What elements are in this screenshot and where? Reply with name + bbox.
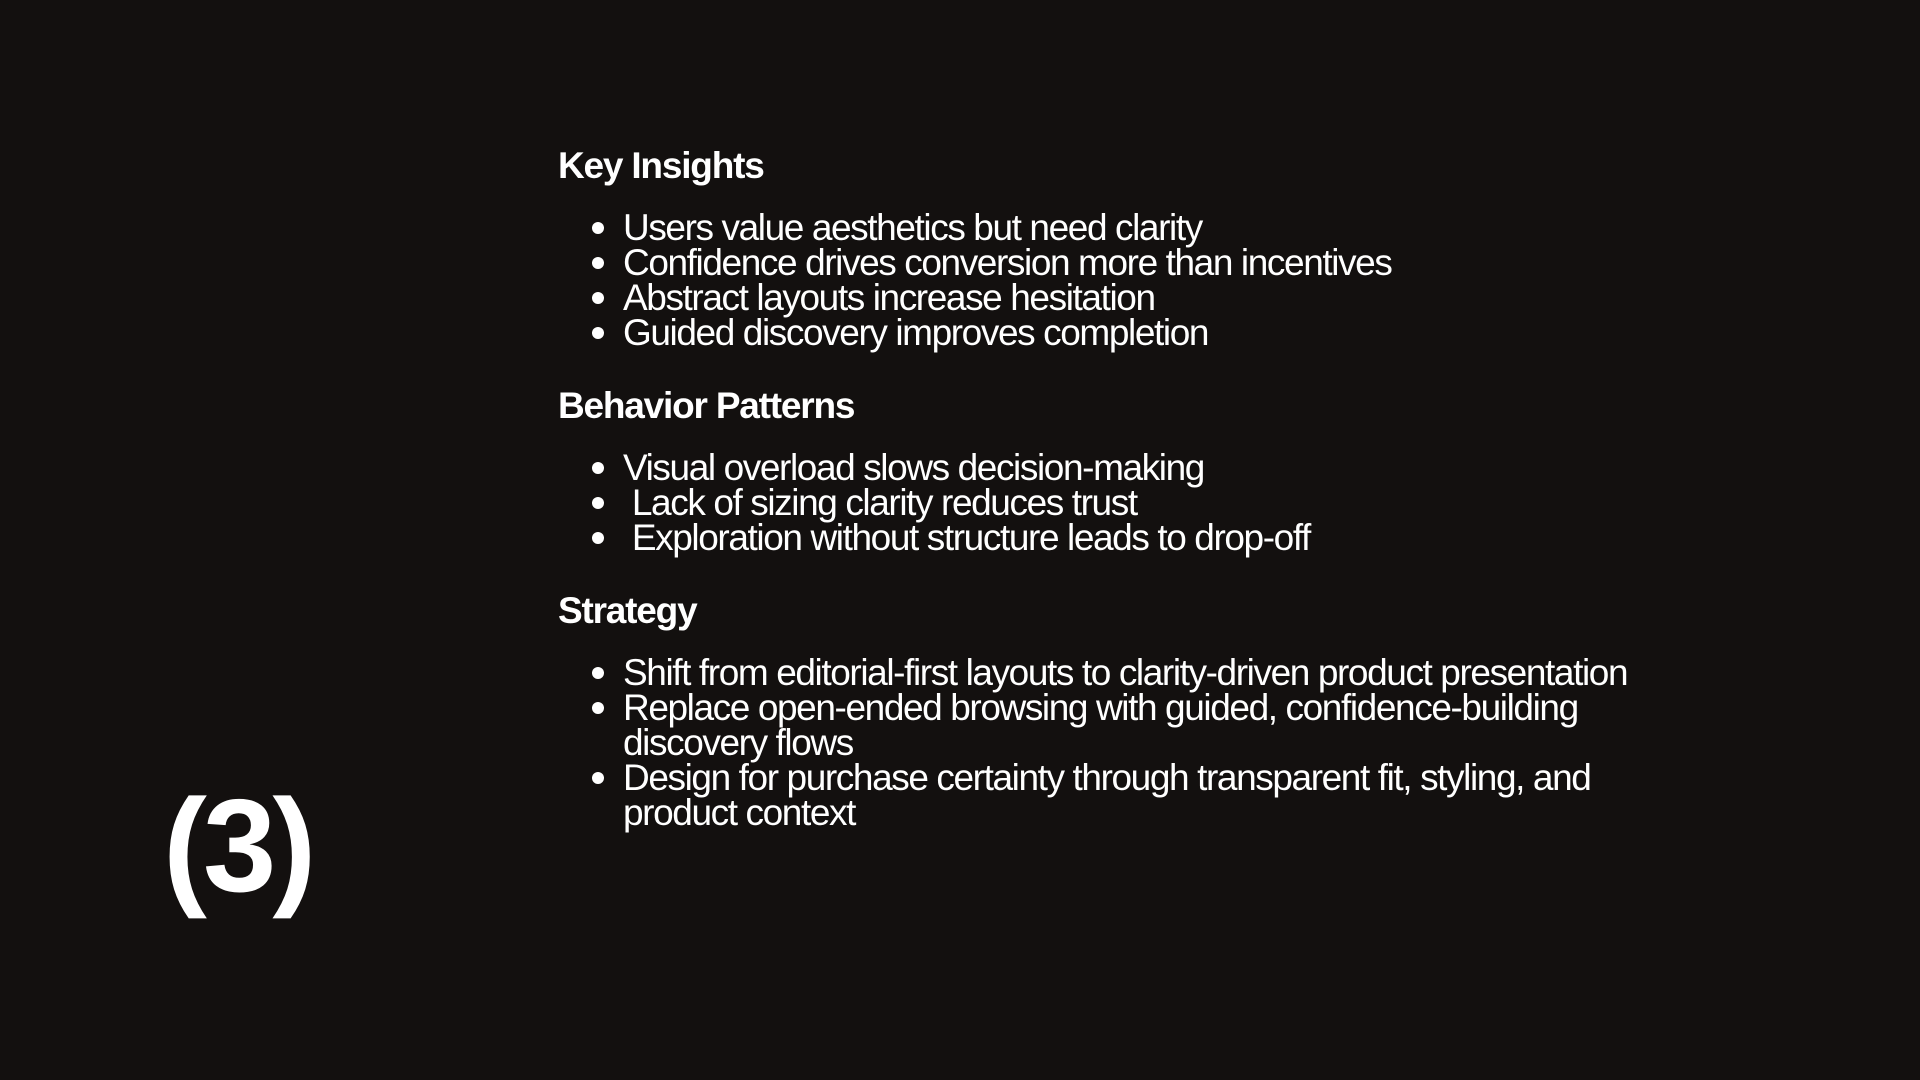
list-item: Shift from editorial-first layouts to clarity-driven product presentation <box>558 655 1698 690</box>
slide-number: (3) <box>163 772 313 919</box>
list-item: Abstract layouts increase hesitation <box>558 280 1758 315</box>
section-heading-strategy: Strategy <box>558 590 697 631</box>
behavior-patterns-list <box>558 447 1758 558</box>
list-item: Design for purchase certainty through transparent fit, styling, and product context <box>558 760 1698 830</box>
list-item: Exploration without structure leads to drop-off <box>558 520 1758 555</box>
key-insights-list <box>558 207 1758 353</box>
list-item: Replace open-ended browsing with guided, confidence-building discovery flows <box>558 690 1698 760</box>
list-item: Visual overload slows decision-making <box>558 450 1758 485</box>
list-item: Lack of sizing clarity reduces trust <box>558 485 1758 520</box>
strategy-list <box>558 652 1698 833</box>
list-item: Users value aesthetics but need clarity <box>558 210 1758 245</box>
list-item: Guided discovery improves completion <box>558 315 1758 350</box>
slide-content <box>558 140 1758 860</box>
section-heading-key-insights: Key Insights <box>558 145 764 186</box>
section-heading-behavior-patterns: Behavior Patterns <box>558 385 855 426</box>
list-item: Confidence drives conversion more than incentives <box>558 245 1758 280</box>
